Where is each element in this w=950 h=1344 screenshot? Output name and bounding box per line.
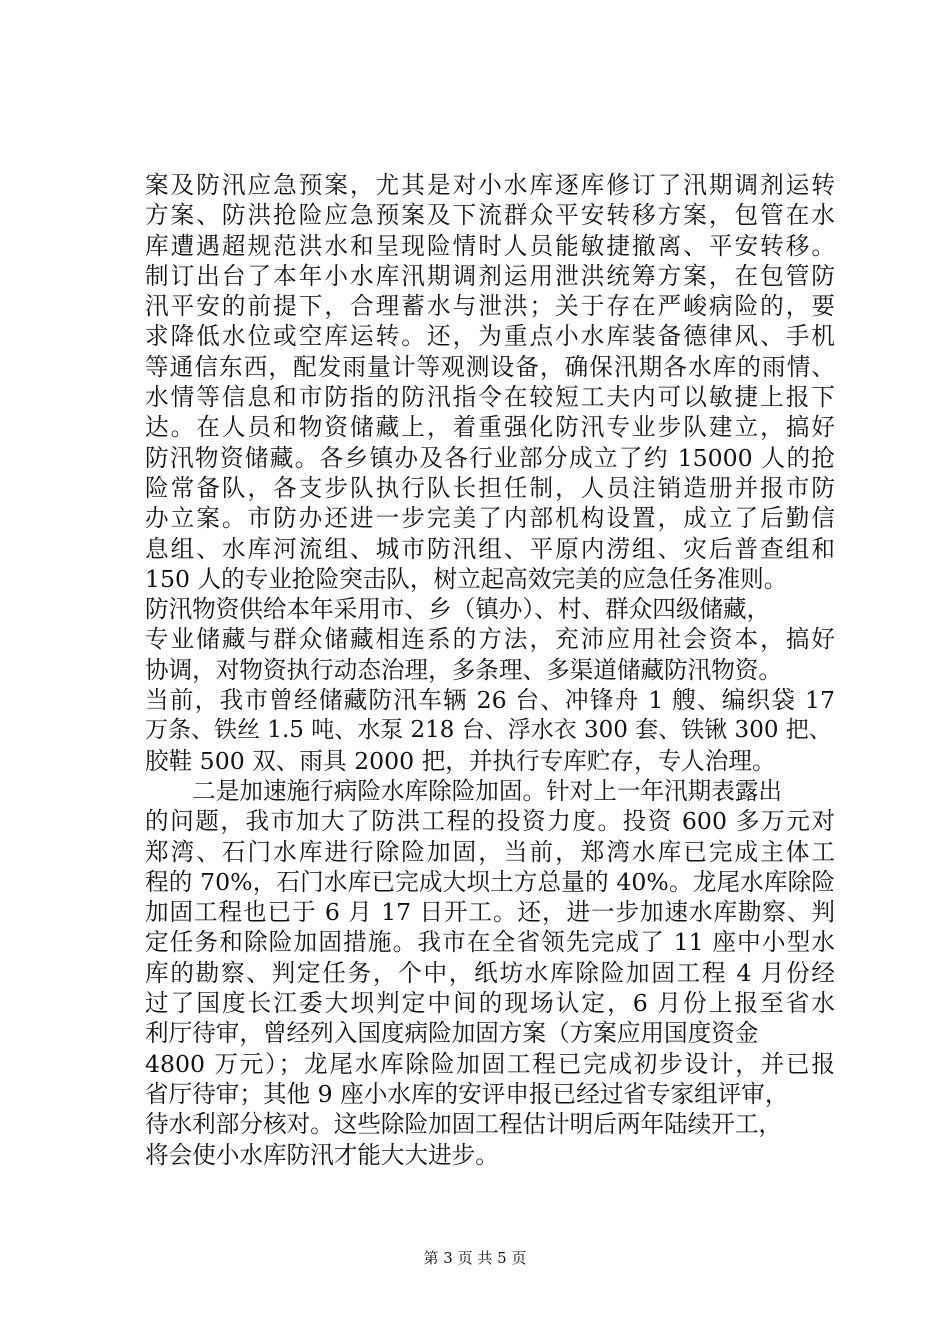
body-line: 方案、防洪抢险应急预案及下流群众平安转移方案，包管在水 xyxy=(145,201,835,230)
body-line: 库的勘察、判定任务，个中，纸坊水库除险加固工程 4 月份经 xyxy=(145,958,835,987)
body-line: 省厅待审；其他 9 座小水库的安评申报已经过省专家组评审， xyxy=(145,1079,789,1108)
body-line: 制订出台了本年小水库汛期调剂运用泄洪统筹方案，在包管防 xyxy=(145,261,835,290)
body-line: 万条、铁丝 1.5 吨、水泵 218 台、浮水衣 300 套、铁锹 300 把、 xyxy=(145,717,832,744)
body-line: 等通信东西，配发雨量计等观测设备，确保汛期各水库的雨情、 xyxy=(145,352,835,381)
body-line: 程的 70%，石门水库已完成大坝土方总量的 40%。龙尾水库除险 xyxy=(145,867,835,896)
body-line: 郑湾、石门水库进行除险加固，当前，郑湾水库已完成主体工 xyxy=(145,837,835,866)
body-line: 息组、水库河流组、城市防汛组、平原内涝组、灾后普查组和 xyxy=(145,534,835,563)
body-line: 求降低水位或空库运转。还，为重点小水库装备德律风、手机 xyxy=(145,322,835,351)
body-line: 协调，对物资执行动态治理，多条理、多渠道储藏防汛物资。 xyxy=(145,655,783,684)
body-line: 达。在人员和物资储藏上，着重强化防汛专业步队建立，搞好 xyxy=(145,413,835,442)
body-line: 二是加速施行病险水库除险加固。针对上一年汛期表露出 xyxy=(145,776,783,805)
body-line: 将会使小水库防汛才能大大进步。 xyxy=(145,1140,499,1169)
body-line: 防汛物资供给本年采用市、乡（镇办）、村、群众四级储藏， xyxy=(145,595,771,624)
body-line: 办立案。市防办还进一步完美了内部机构设置，成立了后勤信 xyxy=(145,504,835,533)
body-line: 利厅待审，曾经列入国度病险加固方案（方案应用国度资金 xyxy=(145,1019,759,1048)
body-line: 险常备队，各支步队执行队长担任制，人员注销造册并报市防 xyxy=(145,473,835,502)
body-line: 定任务和除险加固措施。我市在全省领先完成了 11 座中小型水 xyxy=(145,928,835,957)
body-line: 汛平安的前提下，合理蓄水与泄洪；关于存在严峻病险的，要 xyxy=(145,292,835,321)
page-number-footer: 第 3 页 共 5 页 xyxy=(423,1249,527,1267)
body-line: 当前，我市曾经储藏防汛车辆 26 台、冲锋舟 1 艘、编织袋 17 xyxy=(145,686,835,715)
body-line: 防汛物资储藏。各乡镇办及各行业部分成立了约 15000 人的抢 xyxy=(145,443,835,472)
body-line: 胶鞋 500 双、雨具 2000 把，并执行专库贮存，专人治理。 xyxy=(145,746,776,775)
body-line: 4800 万元）；龙尾水库除险加固工程已完成初步设计，并已报 xyxy=(145,1049,835,1078)
body-line: 加固工程也已于 6 月 17 日开工。还，进一步加速水库勘察、判 xyxy=(145,898,835,927)
body-line: 库遭遇超规范洪水和呈现险情时人员能敏捷撤离、平安转移。 xyxy=(145,231,835,260)
body-line: 案及防汛应急预案，尤其是对小水库逐库修订了汛期调剂运转 xyxy=(145,171,835,199)
body-line: 150 人的专业抢险突击队，树立起高效完美的应急任务准则。 xyxy=(145,564,788,593)
document-body xyxy=(145,170,835,1170)
body-line: 的问题，我市加大了防洪工程的投资力度。投资 600 多万元对 xyxy=(145,807,835,836)
body-line: 水情等信息和市防指的防汛指令在较短工夫内可以敏捷上报下 xyxy=(145,383,835,412)
body-line: 过了国度长江委大坝判定中间的现场认定，6 月份上报至省水 xyxy=(145,989,835,1018)
body-line: 专业储藏与群众储藏相连系的方法，充沛应用社会资本，搞好 xyxy=(145,625,835,654)
body-line: 待水利部分核对。这些除险加固工程估计明后两年陆续开工， xyxy=(145,1110,783,1139)
